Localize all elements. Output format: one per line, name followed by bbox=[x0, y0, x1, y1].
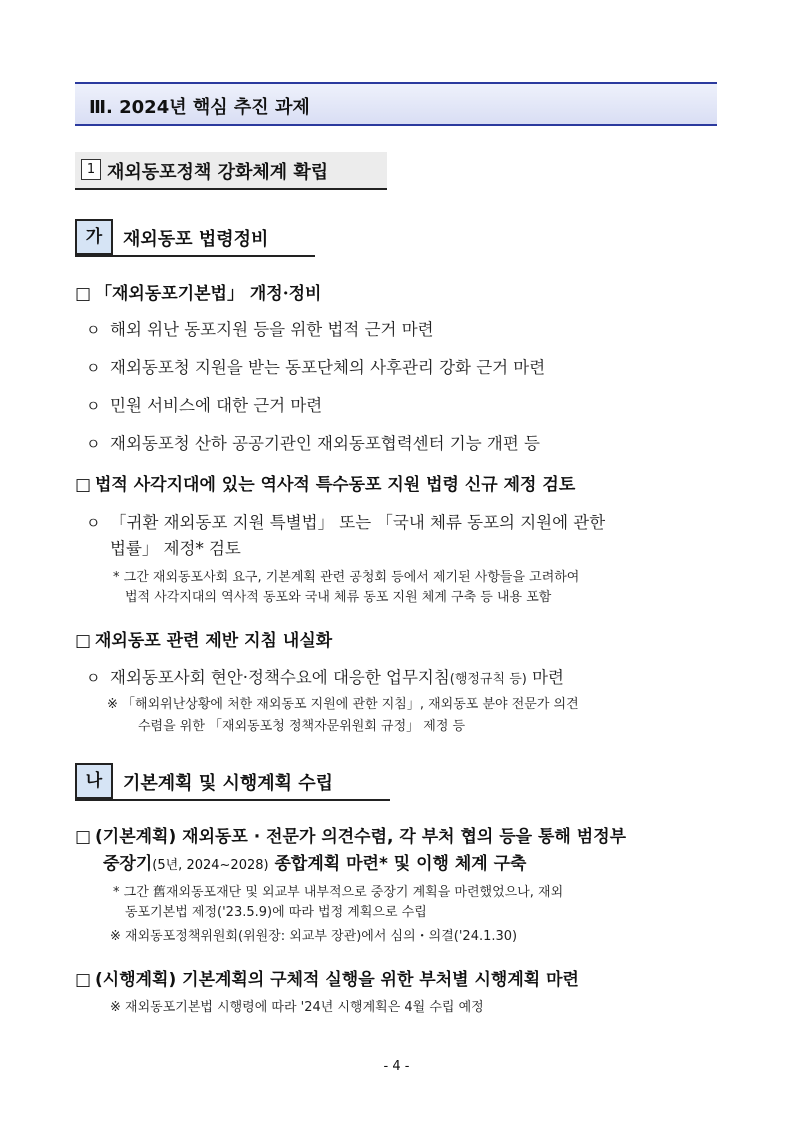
subsection-marker: 가 bbox=[75, 219, 113, 255]
item-title: 법적 사각지대에 있는 역사적 특수동포 지원 법령 신규 제정 검토 bbox=[95, 475, 576, 495]
item-title: (기본계획) 재외동포 · 전문가 의견수렴, 각 부처 협의 등을 통해 범정부 bbox=[95, 827, 627, 847]
list-item-text: 재외동포청 산하 공공기관인 재외동포협력센터 기능 개편 등 bbox=[110, 434, 540, 453]
circle-bullet-icon: ㅇ bbox=[86, 435, 101, 453]
subsection-title: 재외동포 법령정비 bbox=[123, 229, 269, 250]
footnote-continuation: 동포기본법 제정('23.5.9)에 따라 법정 계획으로 수립 bbox=[125, 905, 427, 920]
reference-note: ※ 재외동포정책위원회(위원장: 외교부 장관)에서 심의・의결('24.1.30) bbox=[110, 929, 518, 944]
reference-note: ※ 재외동포기본법 시행령에 따라 '24년 시행계획은 4월 수립 예정 bbox=[110, 1000, 484, 1015]
list-item-text: 재외동포사회 현안·정책수요에 대응한 업무지침 bbox=[110, 668, 450, 687]
list-item-text-end: 마련 bbox=[526, 668, 564, 687]
item-title: 재외동포 관련 제반 지침 내실화 bbox=[95, 631, 333, 651]
item-heading bbox=[75, 626, 332, 651]
item-title: 「재외동포기본법」 개정·정비 bbox=[95, 284, 322, 304]
item-title: (시행계획) 기본계획의 구체적 실행을 위한 부처별 시행계획 마련 bbox=[95, 970, 579, 990]
checkbox-square-icon: □ bbox=[75, 827, 92, 847]
footnote: * 그간 舊재외동포재단 및 외교부 내부적으로 중장기 계획을 마련했었으나, 재외 bbox=[113, 885, 564, 900]
section-title: Ⅲ. 2024년 핵심 추진 과제 bbox=[89, 97, 310, 118]
list-item bbox=[86, 354, 545, 378]
checkbox-square-icon: □ bbox=[75, 970, 92, 990]
item-title-part: 중장기 bbox=[103, 854, 153, 874]
list-item bbox=[86, 392, 322, 416]
list-item-aside: (행정규칙 등) bbox=[449, 672, 527, 687]
list-item bbox=[86, 664, 564, 688]
page-number: - 4 - bbox=[383, 1059, 410, 1074]
circle-bullet-icon: ㅇ bbox=[86, 669, 101, 687]
footnote: * 그간 재외동포사회 요구, 기본계획 관련 공청회 등에서 제기된 사항들을 고려하여 bbox=[113, 570, 580, 585]
item-title-aside: (5년, 2024~2028) bbox=[152, 858, 269, 873]
footnote-continuation: 법적 사각지대의 역사적 동포와 국내 체류 동포 지원 체계 구축 등 내용 포함 bbox=[125, 590, 552, 605]
circle-bullet-icon: ㅇ bbox=[86, 514, 101, 532]
circle-bullet-icon: ㅇ bbox=[86, 359, 101, 377]
list-item-continuation: 법률」 제정* 검토 bbox=[110, 539, 241, 558]
task-number: 1 bbox=[81, 159, 101, 180]
item-heading bbox=[75, 470, 575, 495]
list-item bbox=[86, 509, 605, 533]
section-banner bbox=[75, 82, 717, 126]
list-item bbox=[86, 316, 434, 340]
circle-bullet-icon: ㅇ bbox=[86, 397, 101, 415]
checkbox-square-icon: □ bbox=[75, 284, 92, 304]
subsection-heading-na bbox=[75, 763, 390, 801]
reference-note-continuation: 수렴을 위한 「재외동포청 정책자문위원회 규정」 제정 등 bbox=[138, 719, 466, 734]
checkbox-square-icon: □ bbox=[75, 475, 92, 495]
item-heading-continuation bbox=[103, 849, 526, 874]
item-title-part: 종합계획 마련* 및 이행 체계 구축 bbox=[268, 854, 527, 874]
item-heading bbox=[75, 965, 579, 990]
list-item-text: 「귀환 재외동포 지원 특별법」 또는 「국내 체류 동포의 지원에 관한 bbox=[110, 513, 606, 532]
subsection-heading-ga bbox=[75, 219, 315, 257]
list-item-text: 해외 위난 동포지원 등을 위한 법적 근거 마련 bbox=[110, 320, 434, 339]
reference-note: ※ 「해외위난상황에 처한 재외동포 지원에 관한 지침」, 재외동포 분야 전문가 의견 bbox=[107, 697, 579, 712]
item-heading bbox=[75, 279, 321, 304]
list-item bbox=[86, 430, 540, 454]
task-heading bbox=[75, 152, 387, 190]
subsection-title: 기본계획 및 시행계획 수립 bbox=[123, 773, 334, 794]
task-title: 재외동포정책 강화체계 확립 bbox=[107, 162, 329, 183]
list-item-text: 재외동포청 지원을 받는 동포단체의 사후관리 강화 근거 마련 bbox=[110, 358, 546, 377]
item-heading bbox=[75, 822, 626, 847]
checkbox-square-icon: □ bbox=[75, 631, 92, 651]
subsection-marker: 나 bbox=[75, 763, 113, 799]
list-item-text: 민원 서비스에 대한 근거 마련 bbox=[110, 396, 323, 415]
circle-bullet-icon: ㅇ bbox=[86, 321, 101, 339]
